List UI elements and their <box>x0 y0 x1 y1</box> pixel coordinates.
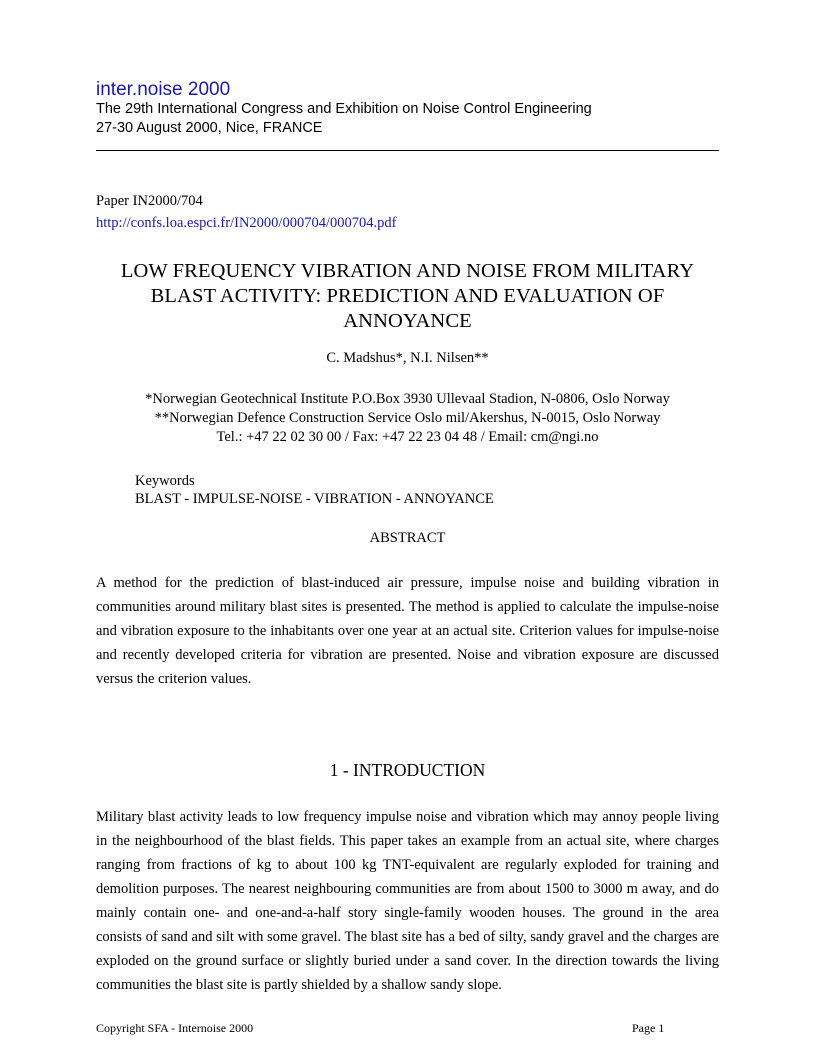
contact-info: Tel.: +47 22 02 30 00 / Fax: +47 22 23 04 48 / Email: cm@ngi.no <box>216 429 599 445</box>
paper-title: LOW FREQUENCY VIBRATION AND NOISE FROM MILITARY BLAST ACTIVITY: PREDICTION AND EVALUATION OF ANNOYANCE <box>120 260 695 332</box>
congress-name: The 29th International Congress and Exhibition on Noise Control Engineering <box>96 101 592 117</box>
introduction-heading: 1 - INTRODUCTION <box>329 760 486 780</box>
affiliation-second: **Norwegian Defence Construction Service Oslo mil/Akershus, N-0015, Oslo Norway <box>154 410 661 426</box>
abstract-text: A method for the prediction of blast-induced air pressure, impulse noise and building vibration in communities around military blast sites is presented. The method is applied to calculate the impulse-noise and vibration exposure to the inhabitants over one year at an actual site. Criterion values for impulse-noise and recently developed criteria for vibration are presented. Noise and vibration exposure are discussed versus the criterion values. <box>96 575 719 687</box>
authors: C. Madshus*, N.I. Nilsen** <box>326 350 489 366</box>
paper-url-link[interactable]: http://confs.loa.espci.fr/IN2000/000704/000704.pdf <box>96 215 397 231</box>
conference-name: inter.noise 2000 <box>96 79 231 100</box>
conference-dates: 27-30 August 2000, Nice, FRANCE <box>96 120 323 136</box>
footer-copyright: Copyright SFA - Internoise 2000 <box>96 1021 254 1035</box>
keywords-list: BLAST - IMPULSE-NOISE - VIBRATION - ANNOYANCE <box>135 491 494 507</box>
page-number: Page 1 <box>632 1021 665 1035</box>
paper-id: Paper IN2000/704 <box>96 193 203 209</box>
keywords-label: Keywords <box>135 473 195 489</box>
abstract-heading: ABSTRACT <box>369 530 446 546</box>
introduction-text: Military blast activity leads to low frequency impulse noise and vibration which may annoy people living in the neighbourhood of the blast fields. This paper takes an example from an actual site, where charges ranging from fractions of kg to about 100 kg TNT-equivalent are regularly exploded for training and demolition purposes. The nearest neighbouring communities are from about 1500 to 3000 m away, and do mainly contain one- and one-and-a-half story single-family wooden houses. The ground in the area consists of sand and silt with some gravel. The blast site has a bed of silty, sandy gravel and the charges are exploded on the ground surface or slightly buried under a sand cover. In the direction towards the living communities the blast site is partly shielded by a shallow sandy slope. <box>96 809 719 993</box>
affiliation-first: *Norwegian Geotechnical Institute P.O.Box 3930 Ullevaal Stadion, N-0806, Oslo Norway <box>145 391 670 407</box>
header-divider <box>96 150 719 151</box>
